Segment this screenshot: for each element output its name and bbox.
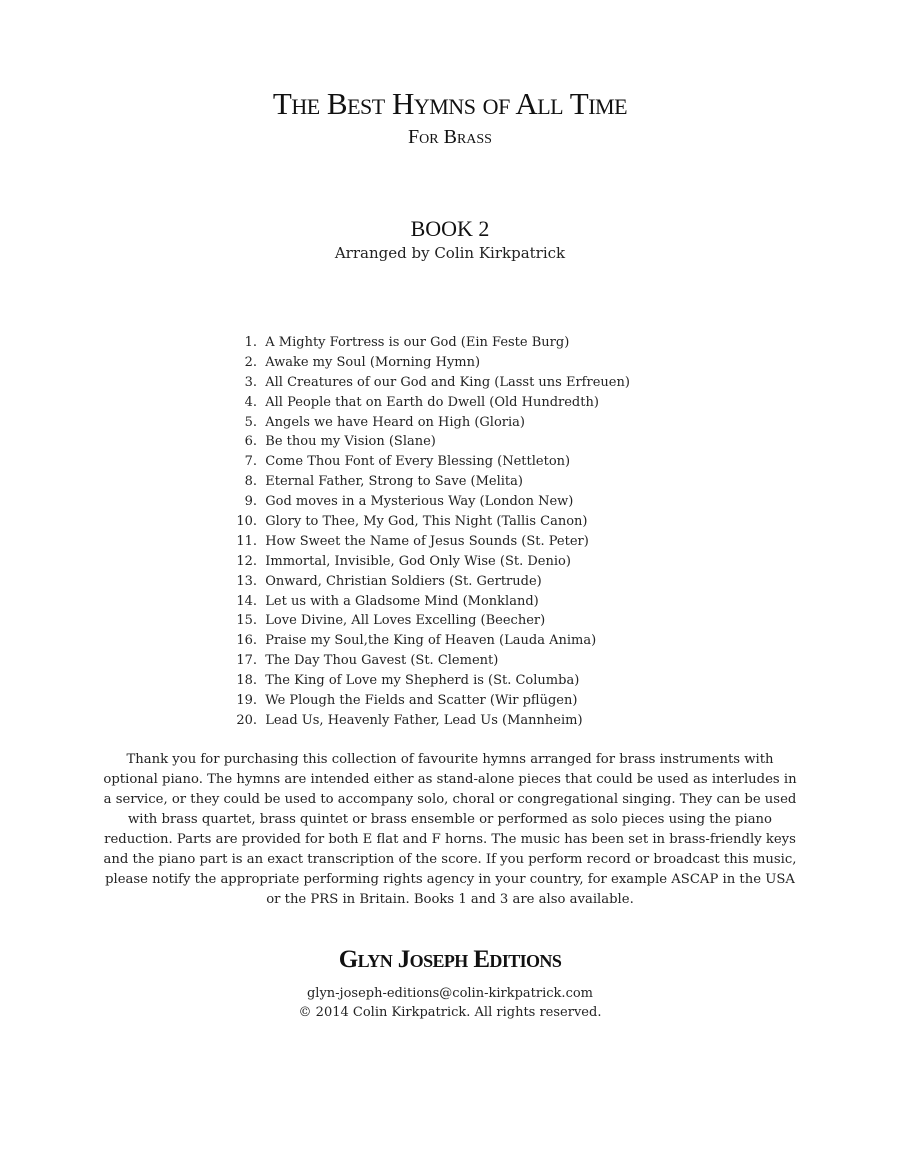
- hymn-number: 17.: [236, 653, 257, 669]
- hymn-number: 7.: [244, 454, 257, 470]
- hymn-list-item: [230, 512, 750, 532]
- hymn-number: 12.: [236, 553, 257, 569]
- hymn-title: Glory to Thee, My God, This Night (Tallis Canon): [265, 514, 588, 530]
- hymn-list-item: [230, 691, 750, 711]
- arranger-credit: Arranged by Colin Kirkpatrick: [334, 244, 566, 262]
- hymn-title: Immortal, Invisible, God Only Wise (St. Denio): [265, 553, 571, 569]
- hymn-title: Be thou my Vision (Slane): [265, 434, 436, 450]
- hymn-number: 5.: [244, 414, 257, 430]
- copyright-notice: © 2014 Colin Kirkpatrick. All rights reserved.: [298, 1005, 602, 1020]
- hymn-title: Onward, Christian Soldiers (St. Gertrude): [265, 573, 542, 589]
- publisher-logo-text: Glyn Joseph Editions: [338, 946, 562, 973]
- hymn-list-item: [230, 492, 750, 512]
- hymn-list-item: [230, 472, 750, 492]
- hymn-title: Awake my Soul (Morning Hymn): [265, 354, 481, 370]
- hymn-title: Lead Us, Heavenly Father, Lead Us (Mannheim): [265, 712, 583, 728]
- hymn-list-item: [230, 532, 750, 552]
- hymn-list-item: [230, 631, 750, 651]
- hymn-title: The King of Love my Shepherd is (St. Columba): [265, 673, 580, 689]
- hymn-title: The Day Thou Gavest (St. Clement): [265, 653, 499, 669]
- hymn-number: 16.: [236, 633, 257, 649]
- hymn-title: We Plough the Fields and Scatter (Wir pflügen): [265, 693, 578, 709]
- description-paragraph: Thank you for purchasing this collection of favourite hymns arranged for brass instruments with optional piano. The hymns are intended either as stand-alone pieces that could be used as interludes in a service, or they could be used to accompany solo, choral or congregational singing. They can be used with brass quartet, brass quintet or brass ensemble or performed as solo pieces using the piano reduction. Parts are provided for both E flat and F horns. The music has been set in brass-friendly keys and the piano part is an exact transcription of the score. If you perform record or broadcast this music, please notify the appropriate performing rights agency in your country, for example ASCAP in the USA or the PRS in Britain. Books 1 and 3 are also available.: [103, 752, 797, 907]
- hymn-title: All Creatures of our God and King (Lasst uns Erfreuen): [265, 374, 630, 390]
- page-subtitle: For Brass: [408, 126, 492, 148]
- hymn-list-item: [230, 432, 750, 452]
- hymn-number: 10.: [236, 514, 257, 530]
- hymn-title: Come Thou Font of Every Blessing (Nettleton): [265, 454, 571, 470]
- hymn-list-item: [230, 711, 750, 731]
- hymn-number: 20.: [236, 712, 257, 728]
- hymn-list-item: [230, 671, 750, 691]
- hymn-list-item: [230, 651, 750, 671]
- hymn-title: God moves in a Mysterious Way (London New): [265, 494, 574, 510]
- hymn-number: 11.: [236, 533, 257, 549]
- hymn-title: Eternal Father, Strong to Save (Melita): [265, 474, 523, 490]
- hymn-number: 14.: [236, 593, 257, 609]
- hymn-number: 19.: [236, 693, 257, 709]
- hymn-number: 3.: [244, 374, 257, 390]
- hymn-title: Let us with a Gladsome Mind (Monkland): [265, 593, 539, 609]
- hymn-number: 18.: [236, 673, 257, 689]
- hymn-title: A Mighty Fortress is our God (Ein Feste Burg): [265, 335, 570, 350]
- hymn-number: 4.: [244, 394, 257, 410]
- hymn-title: Praise my Soul,the King of Heaven (Lauda Anima): [265, 633, 597, 649]
- hymn-list-item: [230, 373, 750, 393]
- hymn-number: 2.: [244, 354, 257, 370]
- hymn-number: 15.: [236, 613, 257, 629]
- hymn-list-item: [230, 353, 750, 373]
- hymn-title: How Sweet the Name of Jesus Sounds (St. Peter): [265, 533, 589, 549]
- hymn-number: 9.: [244, 494, 257, 510]
- hymn-number: 6.: [244, 434, 257, 450]
- hymn-list-item: [230, 452, 750, 472]
- hymn-list: [230, 333, 750, 731]
- hymn-title: Love Divine, All Loves Excelling (Beecher): [265, 613, 546, 629]
- book-label: BOOK 2: [410, 216, 490, 241]
- hymn-list-item: [230, 333, 750, 353]
- hymn-list-item: [230, 413, 750, 433]
- hymn-list-item: [230, 592, 750, 612]
- hymn-title: All People that on Earth do Dwell (Old Hundredth): [265, 394, 599, 410]
- hymn-title: Angels we have Heard on High (Gloria): [265, 414, 525, 430]
- hymn-number: 8.: [244, 474, 257, 490]
- hymn-list-item: [230, 552, 750, 572]
- page-title: The Best Hymns of All Time: [272, 86, 628, 121]
- hymn-number: 13.: [236, 573, 257, 589]
- hymn-list-item: [230, 393, 750, 413]
- hymn-list-item: [230, 611, 750, 631]
- contact-email: glyn-joseph-editions@colin-kirkpatrick.com: [306, 986, 594, 1001]
- hymn-number: 1.: [244, 335, 257, 350]
- hymn-list-item: [230, 572, 750, 592]
